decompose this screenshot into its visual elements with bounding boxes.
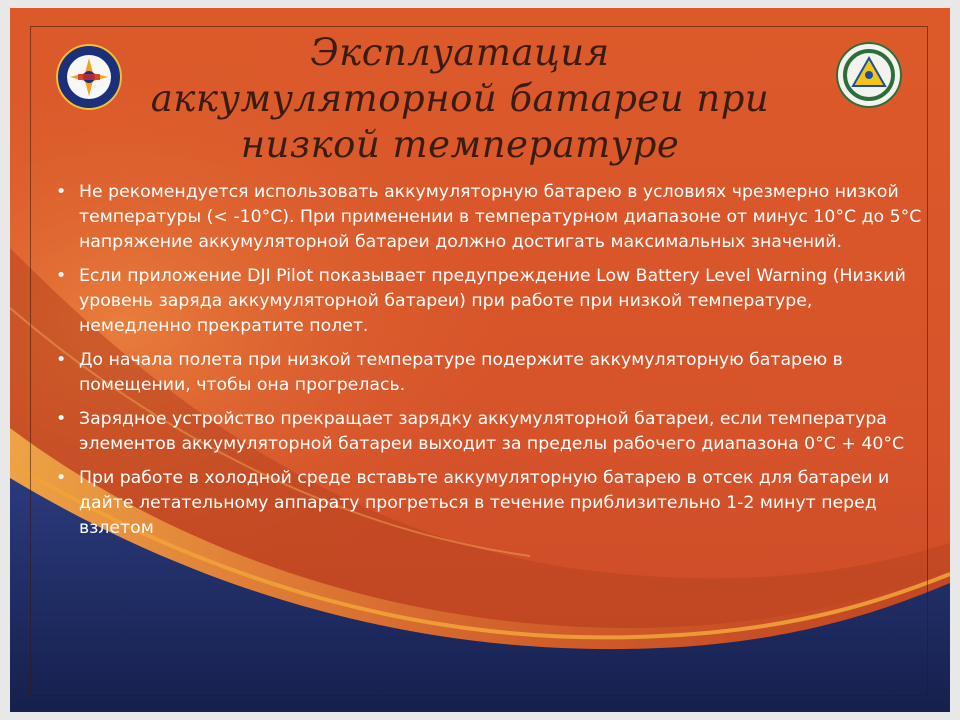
- slide: [10, 8, 950, 712]
- bullet-text: При работе в холодной среде вставьте аккумуляторную батарею в отсек для батареи и дайте летательному аппарату прогреться в течение приблизительно 1-2 минут перед взлетом: [79, 468, 890, 538]
- mchs-emercom-emblem-icon: [56, 44, 122, 110]
- bullet-icon: •: [56, 409, 67, 429]
- bullet-item: [56, 348, 924, 398]
- bullet-icon: •: [56, 182, 67, 202]
- bullet-item: [56, 466, 924, 541]
- bullet-item: [56, 180, 924, 255]
- bullet-icon: •: [56, 350, 67, 370]
- bullet-icon: •: [56, 468, 67, 488]
- bullet-text: Зарядное устройство прекращает зарядку аккумуляторной батареи, если температура элементов аккумуляторной батареи выходит за пределы рабочего диапазона 0°C + 40°C: [79, 409, 905, 454]
- title-line: низкой температуре: [240, 123, 680, 166]
- bullet-text: Не рекомендуется использовать аккумуляторную батарею в условиях чрезмерно низкой температуры (< -10°C). При применении в температурном диапазоне от минус 10°C до 5°C напряжение аккумуляторной батареи должно достигать максимальных значений.: [79, 182, 922, 252]
- title-line: аккумуляторной батареи при: [150, 77, 770, 120]
- bullet-item: [56, 407, 924, 457]
- civil-defense-emblem-icon: [836, 42, 902, 108]
- bullet-item: [56, 264, 924, 339]
- bullet-text: Если приложение DJI Pilot показывает предупреждение Low Battery Level Warning (Низкий уровень заряда аккумуляторной батареи) при работе при низкой температуре, немедленно прекратите полет.: [79, 266, 906, 336]
- bullet-list: [56, 180, 924, 550]
- slide-title: [130, 30, 790, 168]
- bullet-text: До начала полета при низкой температуре подержите аккумуляторную батарею в помещении, чтобы она прогрелась.: [79, 350, 843, 395]
- title-line: Эксплуатация: [310, 31, 610, 74]
- bullet-icon: •: [56, 266, 67, 286]
